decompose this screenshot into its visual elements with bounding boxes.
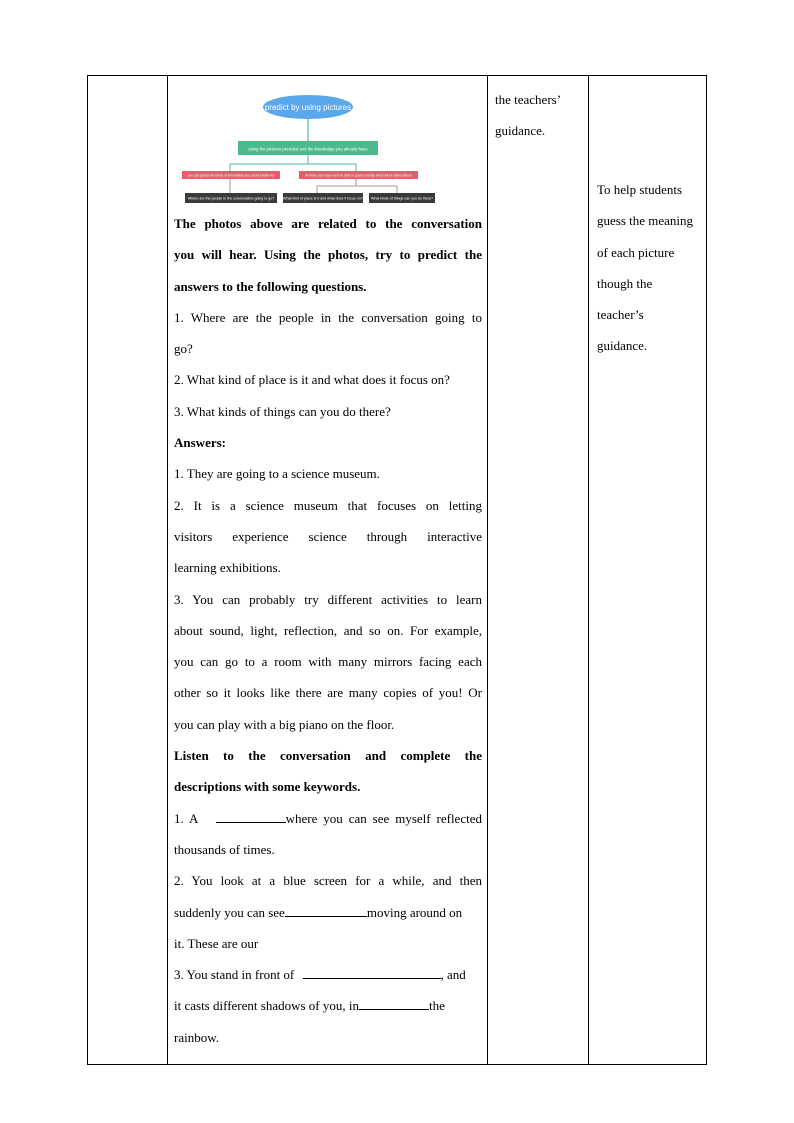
answers-heading: Answers: [174, 435, 226, 451]
answer-line: learning exhibitions. [174, 560, 281, 576]
column3-text: the teachers’ [495, 92, 562, 107]
level2-node-label: At times you may even be able to guess exactly what will be talked about [305, 173, 412, 178]
main-content-column [168, 76, 488, 1053]
instruction-line: you will hear. Using the photos, try to predict the [174, 247, 482, 263]
purpose-text: To help students [597, 182, 683, 197]
instruction-line: The photos above are related to the conversation [174, 216, 482, 231]
answer-line: visitors experience science through interactive [174, 528, 482, 544]
fill-in-text: the [428, 998, 445, 1014]
fill-in-text: where you can see myself reflected [285, 810, 482, 826]
question-line: 2. What kind of place is it and what does it focus on? [174, 372, 450, 388]
fill-in-line [174, 897, 482, 928]
fill-in-text: suddenly you can see [174, 904, 285, 920]
student-activity-column [488, 76, 589, 147]
purpose-text: guidance. [597, 338, 648, 354]
fill-in-text: 1. A [174, 810, 198, 826]
answer-blank[interactable] [216, 810, 286, 823]
question-line: 1. Where are the people in the conversation going to [174, 309, 482, 325]
level3-node-label: Where are the people in the conversation going to go? [187, 196, 275, 201]
answer-line: 2. It is a science museum that focuses on letting [174, 497, 482, 513]
question-line: go? [174, 341, 193, 357]
purpose-text: of each picture [597, 244, 675, 260]
fill-in-text: moving around on [366, 904, 463, 920]
purpose-column [589, 76, 707, 362]
level3-node-label: What kind of place is it and what does it focus on? [283, 196, 363, 201]
listen-instruction-line: descriptions with some keywords. [174, 779, 361, 795]
purpose-text: teacher’s [597, 307, 644, 323]
fill-in-line [174, 990, 482, 1021]
root-node-label: predict by using pictures [264, 103, 352, 112]
answer-line: 3. You can probably try different activities to learn [174, 591, 482, 607]
lesson-table [87, 75, 707, 1065]
level3-node-label: What kinds of things can you do there? [370, 196, 434, 201]
answer-line: you can play with a big piano on the floor. [174, 716, 395, 732]
question-line: 3. What kinds of things can you do there? [174, 403, 391, 419]
purpose-text: guess the meaning [597, 213, 694, 229]
fill-in-text: thousands of times. [174, 841, 275, 857]
answer-blank[interactable] [303, 966, 441, 979]
answer-blank[interactable] [285, 904, 367, 917]
fill-in-text: rainbow. [174, 1029, 220, 1045]
instruction-line: answers to the following questions. [174, 278, 367, 294]
fill-in-text: it casts different shadows of you, in [174, 998, 359, 1014]
answer-line: you can go to a room with many mirrors facing each [174, 654, 482, 670]
fill-in-item-1 [174, 803, 482, 834]
level2-node-label: you can guess the kinds of information you should listen for [187, 173, 275, 178]
fill-in-item-3 [174, 959, 482, 990]
prediction-mind-map [176, 76, 484, 208]
fill-in-text: 3. You stand in front of [174, 967, 295, 983]
fill-in-text: it. These are our [174, 935, 259, 951]
answer-blank[interactable] [359, 997, 429, 1010]
listen-instruction-line: Listen to the conversation and complete the [174, 748, 482, 764]
fill-in-item-2: 2. You look at a blue screen for a while, and then [174, 873, 482, 889]
level1-node-label: using the pictures provided and the knowledge you already have [248, 146, 368, 152]
purpose-text: though the [597, 275, 653, 291]
answer-line: about sound, light, reflection, and so on. For example, [174, 622, 482, 638]
answer-line: other so it looks like there are many copies of you! Or [174, 685, 482, 701]
answer-line: 1. They are going to a science museum. [174, 466, 380, 482]
column3-text: guidance. [495, 123, 546, 139]
fill-in-text: , and [440, 967, 466, 983]
